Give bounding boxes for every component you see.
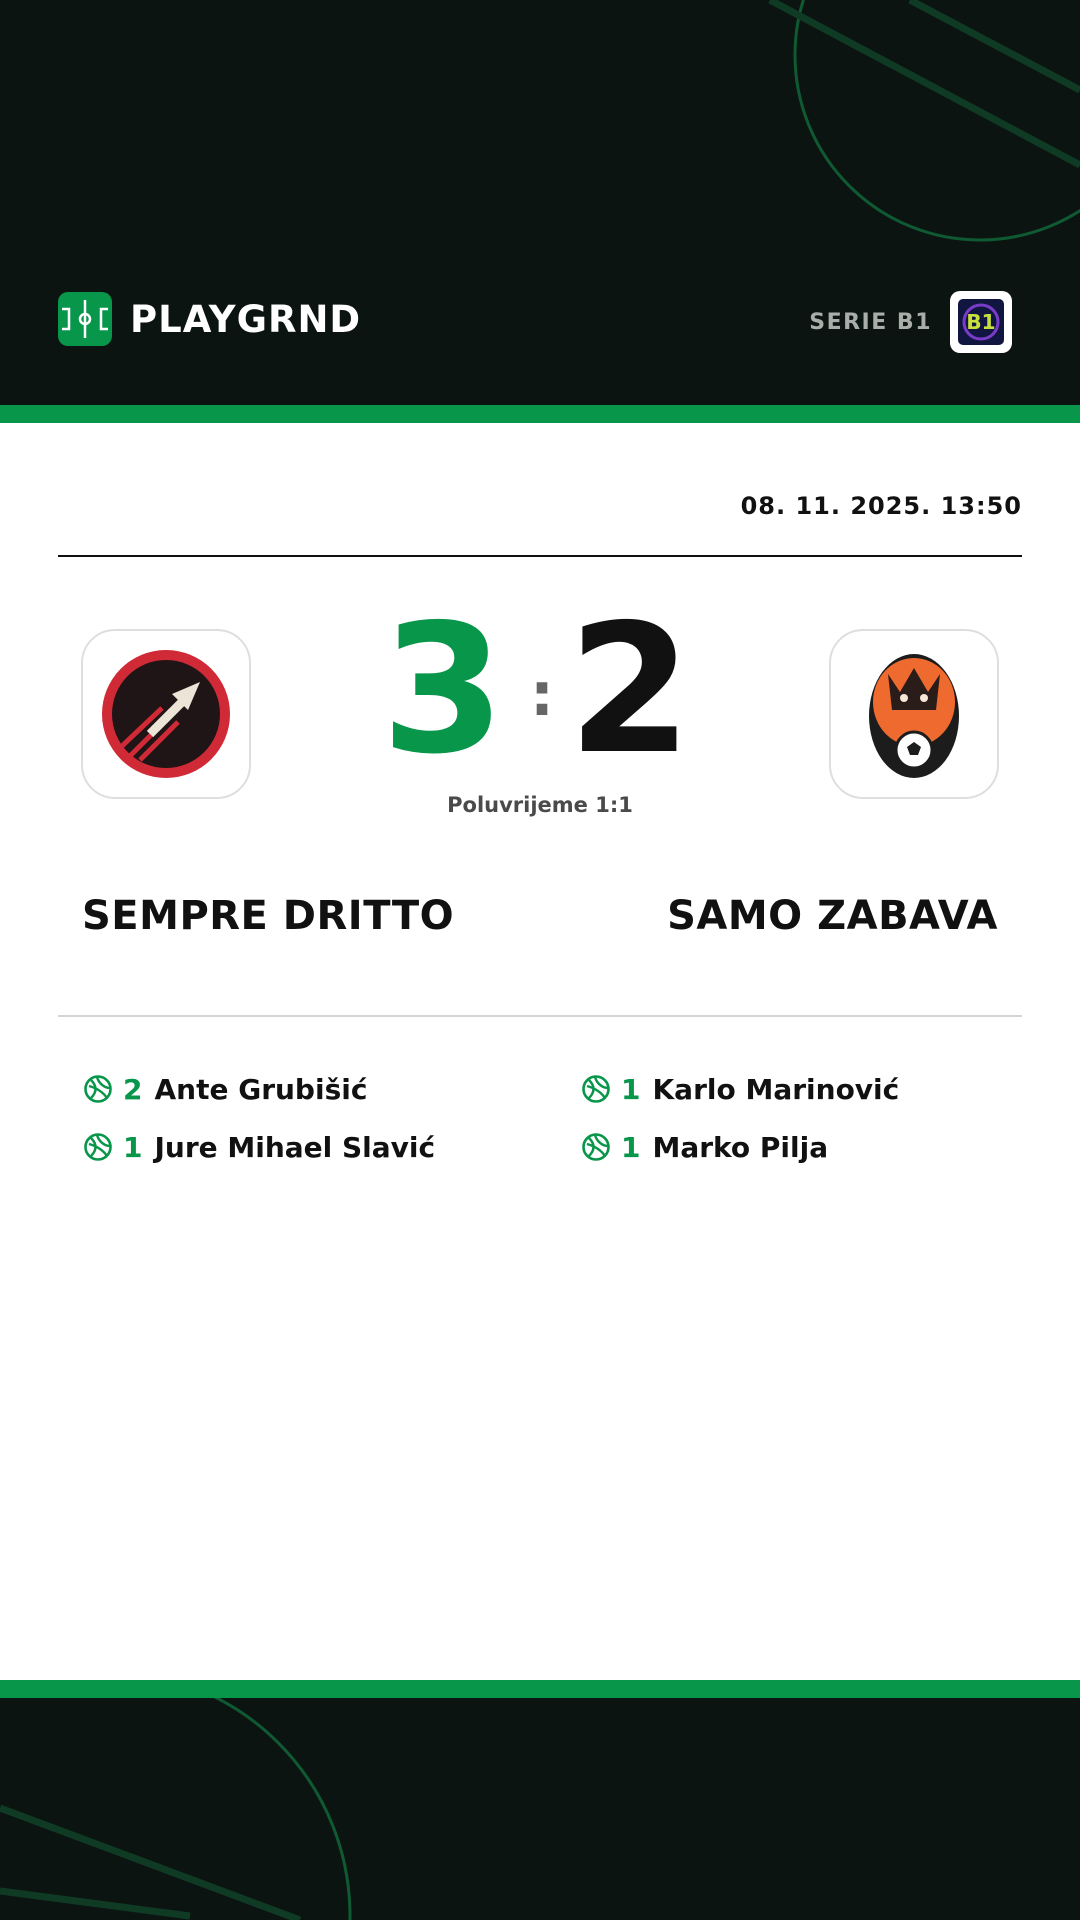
away-scorers-list [581, 1070, 899, 1186]
league-badge-icon [950, 291, 1012, 353]
pitch-icon [58, 292, 112, 346]
brand [58, 292, 361, 346]
scorer-item [581, 1128, 899, 1166]
football-icon [581, 1074, 611, 1104]
scorer-goals: 1 [621, 1072, 641, 1106]
scorer-name: Marko Pilja [652, 1130, 829, 1164]
home-team-name: SEMPRE DRITTO [82, 893, 455, 939]
scorer-item [83, 1070, 435, 1108]
football-icon [581, 1132, 611, 1162]
shield-ball-crest-icon [848, 648, 980, 780]
scorer-goals: 2 [123, 1072, 143, 1106]
league [809, 291, 1012, 353]
scorer-goals: 1 [621, 1130, 641, 1164]
home-score: 3 [381, 586, 505, 793]
scorer-name: Ante Grubišić [154, 1072, 368, 1106]
footer-stripe [0, 1680, 1080, 1698]
scorer-goals: 1 [123, 1130, 143, 1164]
away-team-name: SAMO ZABAVA [667, 893, 998, 939]
scorer-name: Jure Mihael Slavić [154, 1130, 436, 1164]
football-icon [83, 1132, 113, 1162]
scorer-item [83, 1128, 435, 1166]
header-stripe [0, 405, 1080, 423]
away-score: 2 [568, 586, 692, 793]
score-separator: : [530, 660, 554, 730]
match-datetime: 08. 11. 2025. 13:50 [740, 492, 1022, 520]
halftime-score: Poluvrijeme 1:1 [447, 793, 633, 817]
scorer-item [581, 1070, 899, 1108]
brand-name: PLAYGRND [130, 297, 362, 341]
divider [58, 555, 1022, 557]
header-banner [0, 0, 1080, 405]
football-icon [83, 1074, 113, 1104]
away-team-crest [829, 629, 999, 799]
home-scorers-list [83, 1070, 435, 1186]
pitch-lines-decoration [0, 1698, 1080, 1920]
footer-banner [0, 1698, 1080, 1920]
divider [58, 1015, 1022, 1017]
scorer-name: Karlo Marinović [652, 1072, 900, 1106]
league-name: SERIE B1 [809, 309, 932, 335]
league-badge-text: B1 [966, 310, 996, 334]
